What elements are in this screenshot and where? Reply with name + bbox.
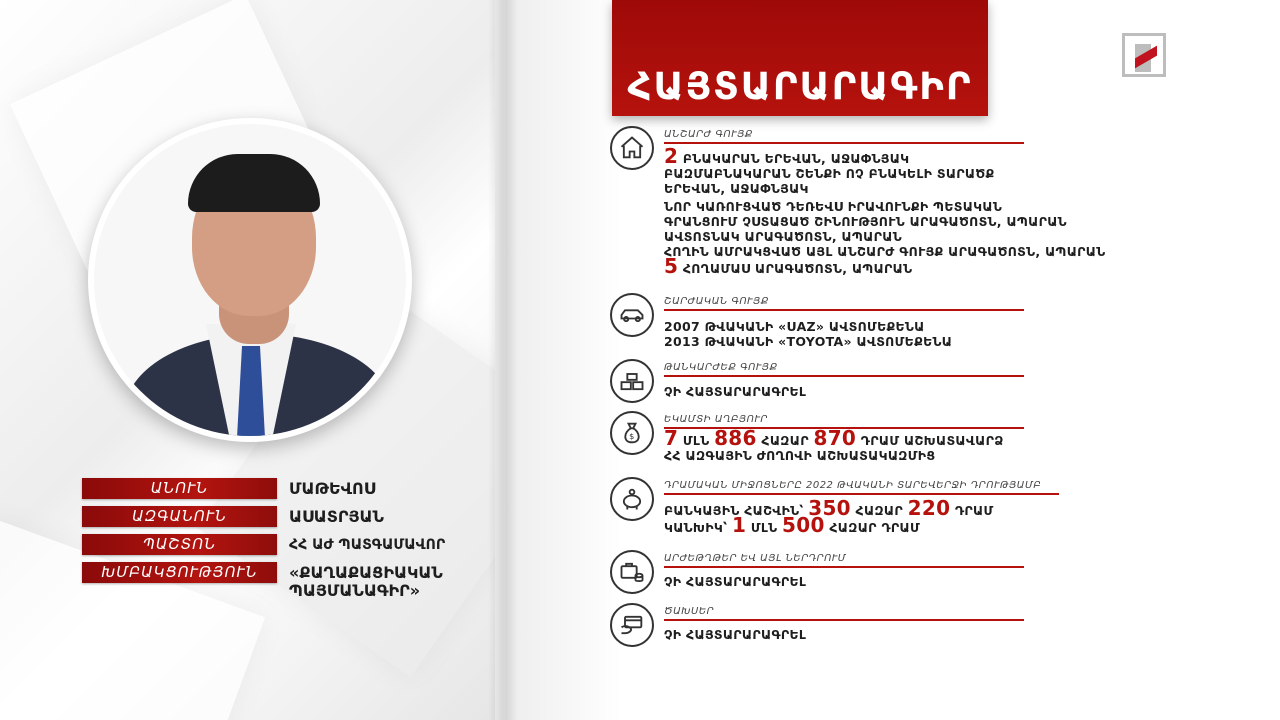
info-label: ԱԶԳԱՆՈՒՆ — [82, 506, 277, 527]
section-heading: ՇԱՐԺԱԿԱՆ ԳՈՒՅՔ — [664, 296, 1024, 311]
section-body — [664, 384, 1184, 399]
info-row-first-name — [82, 478, 489, 499]
title-banner — [612, 0, 988, 116]
panel-divider — [488, 0, 518, 720]
section-body — [664, 426, 1184, 463]
text-line: ՉԻ ՀԱՅՏԱՐԱՐԱԳՐԵԼ — [664, 627, 807, 642]
text-line: ԲԱԶՄԱԲՆԱԿԱՐԱՆ ՇԵՆՔԻ ՈՉ ԲՆԱԿԵԼԻ ՏԱՐԱԾՔ — [664, 166, 995, 181]
section-heading: ԱՐԺԵԹՂԹԵՐ ԵՎ ԱՅԼ ՆԵՐԴՐՈՒՄ — [664, 553, 1024, 568]
info-value: ՄԱԹԵՎՈՍ — [289, 479, 376, 498]
amount-value: 350 — [808, 496, 851, 520]
text-line: 2007 ԹՎԱԿԱՆԻ «UAZ» ԱՎՏՈՄԵՔԵՆԱ — [664, 319, 925, 334]
text-line: ՀՈՂԻՆ ԱՄՐԱԿՑՎԱԾ ԱՅԼ ԱՆՇԱՐԺ ԳՈՒՅՔ ԱՐԱԳԱԾՈՏՆ, ԱՊԱՐԱՆ — [664, 244, 1106, 259]
section-heading: ԱՆՇԱՐԺ ԳՈՒՅՔ — [664, 129, 1024, 144]
section-body — [664, 144, 1184, 278]
info-label: ԽՄԲԱԿՑՈՒԹՅՈՒՆ — [82, 562, 277, 583]
info-label: ԱՆՈՒՆ — [82, 478, 277, 499]
label-text: ԿԱՆԽԻԿ՝ — [664, 520, 732, 535]
text-line: ԵՐԵՎԱՆ, ԱՋԱՓՆՅԱԿ — [664, 181, 809, 196]
section-body — [664, 496, 1184, 537]
count-value: 2 — [664, 144, 679, 168]
amount-value: 7 — [664, 426, 679, 450]
info-value: ԱՍԱՏՐՅԱՆ — [289, 507, 384, 526]
page-title: ՀԱՅՏԱՐԱՐԱԳԻՐ — [627, 65, 973, 108]
text-line: ԳՐԱՆՑՈՒՄ ՉՍՏԱՑԱԾ ՇԻՆՈՒԹՅՈՒՆ ԱՐԱԳԱԾՈՏՆ, ԱՊԱՐԱՆ — [664, 214, 1067, 229]
amount-value: 220 — [907, 496, 951, 520]
text-line: ՀՈՂԱՄԱՍ ԱՐԱԳԱԾՈՏՆ, ԱՊԱՐԱՆ — [678, 261, 913, 276]
section-heading: ԵԿԱՄՏԻ ԱՂԲՅՈՒՐ — [664, 414, 1024, 429]
text-line: ԲՆԱԿԱՐԱՆ ԵՐԵՎԱՆ, ԱՋԱՓՆՅԱԿ — [678, 151, 910, 166]
unit-text: ՀԱԶԱՐ — [756, 433, 814, 448]
svg-text:$: $ — [629, 430, 635, 441]
info-row-position — [82, 534, 489, 555]
section-body — [664, 319, 1184, 349]
label-text: ԲԱՆԿԱՅԻՆ ՀԱՇՎԻՆ՝ — [664, 503, 809, 518]
text-line: ՀՀ ԱԶԳԱՅԻՆ ԺՈՂՈՎԻ ԱՇԽԱՏԱԿԱԶՄԻՑ — [664, 448, 936, 463]
info-label: ՊԱՇՏՈՆ — [82, 534, 277, 555]
briefcase-coins-icon — [610, 550, 654, 594]
unit-text: ՀԱԶԱՐ — [850, 503, 908, 518]
text-line: ԱՎՏՈՏՆԱԿ ԱՐԱԳԱԾՈՏՆ, ԱՊԱՐԱՆ — [664, 229, 902, 244]
gold-bars-icon — [610, 359, 654, 403]
card-hand-icon — [610, 603, 654, 647]
piggy-bank-icon — [610, 477, 654, 521]
count-value: 5 — [664, 254, 679, 278]
unit-text: ՄԼՆ — [678, 433, 715, 448]
portrait-photo — [88, 118, 412, 442]
car-icon — [610, 293, 654, 337]
unit-text: ԴՐԱՄ ԱՇԽԱՏԱՎԱՐՁ — [856, 433, 1004, 448]
unit-text: ՀԱԶԱՐ ԴՐԱՄ — [824, 520, 921, 535]
info-value: ՀՀ ԱԺ ՊԱՏԳԱՄԱՎՈՐ — [289, 537, 446, 553]
info-value: «ՔԱՂԱՔԱՑԻԱԿԱՆ ՊԱՅՄԱՆԱԳԻՐ» — [289, 563, 443, 600]
section-heading: ԹԱՆԿԱՐԺԵՔ ԳՈՒՅՔ — [664, 362, 1024, 377]
section-body — [664, 627, 1184, 642]
amount-value: 886 — [714, 426, 757, 450]
house-icon — [610, 126, 654, 170]
text-line: 2013 ԹՎԱԿԱՆԻ «TOYOTA» ԱՎՏՈՄԵՔԵՆԱ — [664, 334, 953, 349]
unit-text: ԴՐԱՄ — [950, 503, 994, 518]
amount-value: 500 — [782, 513, 825, 537]
section-heading: ԴՐԱՄԱԿԱՆ ՄԻՋՈՑՆԵՐԸ 2022 ԹՎԱԿԱՆԻ ՏԱՐԵՎԵՐՋԻ ԴՐՈՒԹՅԱՄԲ — [664, 480, 1059, 495]
channel-logo-icon — [1122, 33, 1166, 77]
amount-value: 1 — [731, 513, 747, 537]
info-row-last-name — [82, 506, 489, 527]
money-bag-icon — [610, 411, 654, 455]
amount-value: 870 — [813, 426, 857, 450]
section-body — [664, 574, 1184, 589]
section-heading: ԾԱԽՍԵՐ — [664, 606, 1024, 621]
text-line: ՉԻ ՀԱՅՏԱՐԱՐԱԳՐԵԼ — [664, 384, 807, 399]
person-info-table — [82, 478, 489, 607]
info-row-faction — [82, 562, 489, 600]
text-line: ՉԻ ՀԱՅՏԱՐԱՐԱԳՐԵԼ — [664, 574, 807, 589]
text-line: ՆՈՐ ԿԱՌՈՒՑՎԱԾ ԴԵՌԵՎՍ ԻՐԱՎՈՒՆՔԻ ՊԵՏԱԿԱՆ — [664, 199, 1003, 214]
unit-text: ՄԼՆ — [746, 520, 783, 535]
